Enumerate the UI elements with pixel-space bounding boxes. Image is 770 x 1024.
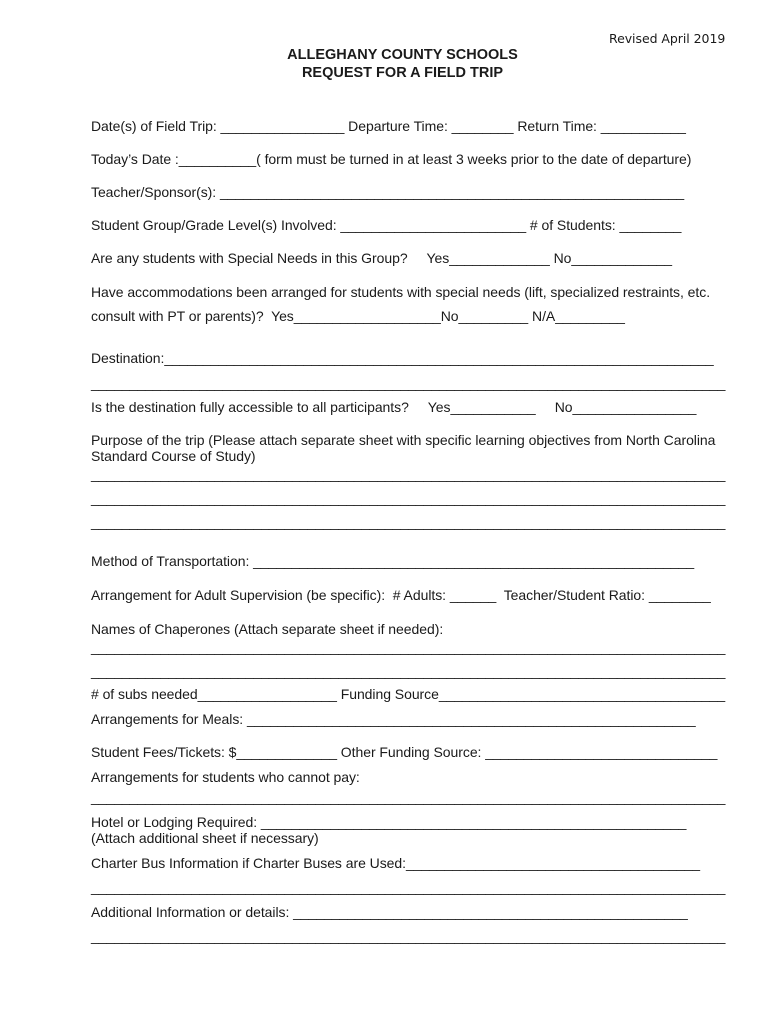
form-title-line2: REQUEST FOR A FIELD TRIP (301, 65, 504, 81)
adult-supervision-line[interactable]: Arrangement for Adult Supervision (be specific): # Adults: ______ Teacher/Student Ratio: ________ (91, 587, 711, 603)
purpose-blank-line-3[interactable]: __________________________________________________________________________________ (91, 514, 726, 530)
accommodations-question: Have accommodations been arranged for students with special needs (lift, specialized restraints, etc. (91, 284, 711, 300)
lodging-line[interactable]: Hotel or Lodging Required: _______________________________________________________ (91, 814, 687, 830)
purpose-blank-line-2[interactable]: __________________________________________________________________________________ (91, 490, 726, 506)
additional-info-blank-line[interactable]: __________________________________________________________________________________ (91, 928, 726, 944)
accessibility-line[interactable]: Is the destination fully accessible to all participants? Yes___________ No________________ (91, 399, 697, 415)
chaperones-blank-line-1[interactable]: __________________________________________________________________________________ (91, 639, 726, 655)
charter-bus-line[interactable]: Charter Bus Information if Charter Buses are Used:______________________________________ (91, 855, 700, 871)
teacher-sponsor-line[interactable]: Teacher/Sponsor(s): ____________________________________________________________ (91, 184, 685, 200)
transportation-line[interactable]: Method of Transportation: _________________________________________________________ (91, 553, 695, 569)
purpose-question-cont: Standard Course of Study) (91, 448, 256, 464)
student-fees-line[interactable]: Student Fees/Tickets: $_____________ Other Funding Source: ______________________________ (91, 744, 718, 760)
purpose-question: Purpose of the trip (Please attach separate sheet with specific learning objectives from North Carolina (91, 432, 716, 448)
form-title-line1: ALLEGHANY COUNTY SCHOOLS (287, 47, 518, 63)
destination-line[interactable]: Destination:_______________________________________________________________________ (91, 350, 714, 366)
todays-date-line[interactable]: Today’s Date :__________( form must be turned in at least 3 weeks prior to the date of departure) (91, 151, 692, 167)
cannot-pay-blank-line[interactable]: __________________________________________________________________________________ (91, 789, 726, 805)
destination-blank-line[interactable]: __________________________________________________________________________________ (91, 375, 726, 391)
meals-line[interactable]: Arrangements for Meals: __________________________________________________________ (91, 711, 696, 727)
additional-info-line[interactable]: Additional Information or details: ___________________________________________________ (91, 904, 688, 920)
field-trip-dates-line[interactable]: Date(s) of Field Trip: ________________ Departure Time: ________ Return Time: ___________ (91, 118, 686, 134)
purpose-blank-line-1[interactable]: __________________________________________________________________________________ (91, 466, 726, 482)
accommodations-answer-line[interactable]: consult with PT or parents)? Yes___________________No_________ N/A_________ (91, 308, 625, 324)
cannot-pay-label: Arrangements for students who cannot pay: (91, 769, 360, 785)
special-needs-line[interactable]: Are any students with Special Needs in this Group? Yes_____________ No_____________ (91, 250, 672, 266)
charter-bus-blank-line[interactable]: __________________________________________________________________________________ (91, 879, 726, 895)
lodging-note: (Attach additional sheet if necessary) (91, 830, 319, 846)
subs-funding-line[interactable]: # of subs needed__________________ Funding Source_____________________________________ (91, 686, 726, 702)
revised-date: Revised April 2019 (609, 31, 726, 46)
chaperones-label: Names of Chaperones (Attach separate sheet if needed): (91, 621, 444, 637)
chaperones-blank-line-2[interactable]: __________________________________________________________________________________ (91, 663, 726, 679)
student-group-line[interactable]: Student Group/Grade Level(s) Involved: ________________________ # of Students: ________ (91, 217, 682, 233)
